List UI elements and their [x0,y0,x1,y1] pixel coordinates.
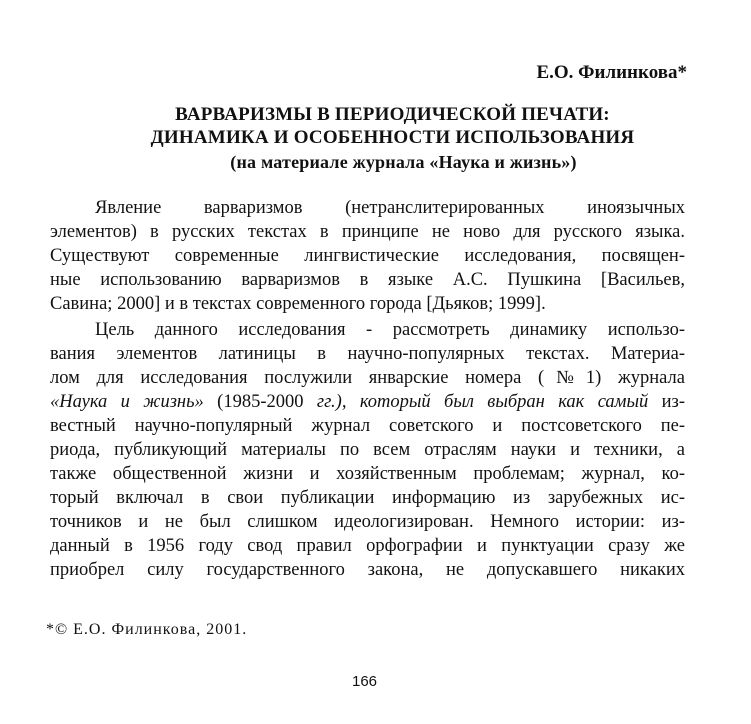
body-line: торый включал в свои публикации информацию из зарубежных ис- [50,488,685,508]
body-line: вестный научно-популярный журнал советского и постсоветского пе- [50,416,685,436]
body-line: лом для исследования послужили январские номера (№1) журнала [50,368,685,388]
author-name: Е.О. Филинкова* [536,62,687,83]
page-number: 166 [352,673,378,690]
body-line-mixed [50,390,685,414]
italic-fragment: гг.), который был выбран как самый [316,392,649,412]
article-title-line-1: ВАРВАРИЗМЫ В ПЕРИОДИЧЕСКОЙ ПЕЧАТИ: [175,104,610,125]
body-line: элементов) в русских текстах в принципе не ново для русского языка. [50,222,685,242]
body-line: риода, публикующий материалы по всем отраслям науки и техники, а [50,440,685,460]
article-title-line-2: ДИНАМИКА И ОСОБЕННОСТИ ИСПОЛЬЗОВАНИЯ [150,127,635,148]
body-line: Цель данного исследования - рассмотреть динамику использо- [95,320,685,340]
body-line: точников и не был слишком идеологизирован. Немного истории: из- [50,512,685,532]
body-text-fragment: (1985-2000 [203,392,317,412]
body-line: Савина; 2000] и в текстах современного города [Дьяков; 1999]. [50,294,546,314]
body-line: Существуют современные лингвистические исследования, посвящен- [50,246,685,266]
body-line: вания элементов латиницы в научно-популярных текстах. Материа- [50,344,685,364]
body-text-fragment: из- [648,392,686,412]
article-subtitle: (на материале журнала «Наука и жизнь») [230,152,577,172]
journal-name: «Наука и жизнь» [50,392,204,412]
body-line: Явление варваризмов (нетранслитерированных иноязычных [95,198,685,218]
footnote: *© Е.О. Филинкова, 2001. [46,621,248,638]
body-line: данный в 1956 году свод правил орфографии и пунктуации сразу же [50,536,685,556]
body-line: ные использованию варваризмов в языке А.С. Пушкина [Васильев, [50,270,685,290]
body-line: также общественной жизни и хозяйственным проблемам; журнал, ко- [50,464,685,484]
body-line: приобрел силу государственного закона, не допускавшего никаких [50,560,685,580]
